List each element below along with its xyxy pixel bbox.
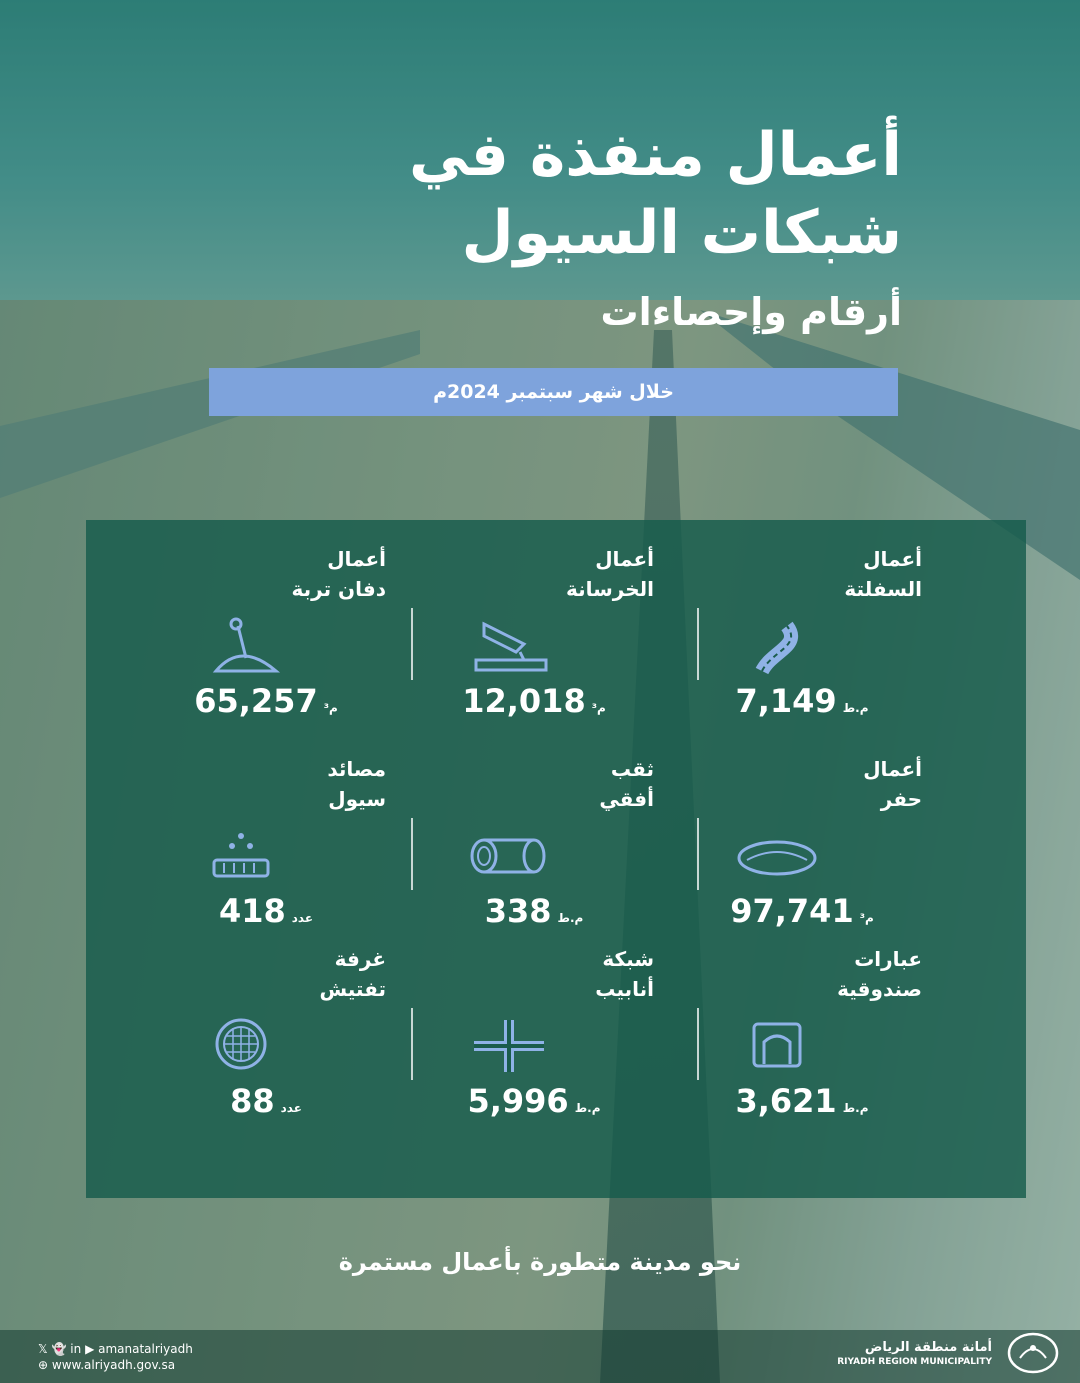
stat-label: أعمال حفر <box>863 757 922 811</box>
flood-trap-icon <box>196 826 286 886</box>
subtitle: أرقام وإحصاءات <box>600 290 902 334</box>
stat-backfill <box>126 520 386 720</box>
title-line2: شبكات السيول <box>461 198 902 268</box>
pipe-bore-icon <box>464 826 554 886</box>
pipe-network-icon <box>464 1016 554 1076</box>
stat-label: شبكة أنابيب <box>595 947 654 1001</box>
stat-value: 3,621 م.ط <box>735 1082 869 1120</box>
stat-pipe-network <box>394 920 654 1120</box>
stat-box-culverts <box>662 920 922 1120</box>
stat-flood-traps <box>126 730 386 930</box>
shovel-icon <box>196 616 286 676</box>
stat-excavation <box>662 730 922 930</box>
org-name-en: RIYADH REGION MUNICIPALITY <box>837 1357 992 1367</box>
stats-panel <box>86 520 1026 1198</box>
stat-value: 418 عدد <box>218 892 314 930</box>
period-text: خلال شهر سبتمبر 2024م <box>433 381 674 403</box>
period-banner <box>209 368 898 416</box>
stat-horizontal-boring <box>394 730 654 930</box>
stat-label: أعمال الخرسانة <box>565 547 654 601</box>
stat-value: 97,741 م³ <box>730 892 874 930</box>
youtube-icon[interactable]: ▶ <box>85 1342 95 1356</box>
manhole-icon <box>196 1016 286 1076</box>
website-url[interactable]: www.alriyadh.gov.sa <box>51 1358 176 1372</box>
org-name-ar: أمانة منطقة الرياض <box>864 1340 992 1355</box>
stat-asphalt <box>662 520 922 720</box>
stat-value: 5,996 م.ط <box>467 1082 601 1120</box>
stat-label: أعمال السفلتة <box>844 547 922 601</box>
stat-value: 12,018 م³ <box>462 682 606 720</box>
excavation-icon <box>732 826 822 886</box>
concrete-mixer-icon <box>464 616 554 676</box>
tagline: نحو مدينة متطورة بأعمال مستمرة <box>338 1248 742 1276</box>
stat-label: ثقب أفقي <box>599 757 654 811</box>
stat-label: عبارات صندوقية <box>837 947 922 1001</box>
stat-label: أعمال دفان تربة <box>291 547 386 601</box>
stat-value: 338 م.ط <box>484 892 584 930</box>
website-link[interactable] <box>38 1358 175 1372</box>
road-icon <box>732 616 822 676</box>
social-links[interactable] <box>38 1342 193 1356</box>
stat-value: 65,257 م³ <box>194 682 338 720</box>
stat-value: 7,149 م.ط <box>735 682 869 720</box>
stat-inspection-chambers <box>126 920 386 1120</box>
social-handle[interactable]: amanatalriyadh <box>98 1342 193 1356</box>
stat-label: مصائد سيول <box>327 757 386 811</box>
stat-label: غرفة تفتيش <box>319 947 386 1001</box>
stat-value: 88 عدد <box>230 1082 302 1120</box>
box-culvert-icon <box>732 1016 822 1076</box>
linkedin-icon[interactable]: in <box>70 1342 82 1356</box>
globe-icon: ⊕ <box>38 1358 49 1372</box>
municipality-emblem-icon <box>1006 1332 1060 1374</box>
stat-concrete <box>394 520 654 720</box>
snapchat-icon[interactable]: 👻 <box>51 1342 67 1356</box>
title-line1: أعمال منفذة في <box>408 120 902 190</box>
x-icon[interactable]: 𝕏 <box>38 1342 48 1356</box>
